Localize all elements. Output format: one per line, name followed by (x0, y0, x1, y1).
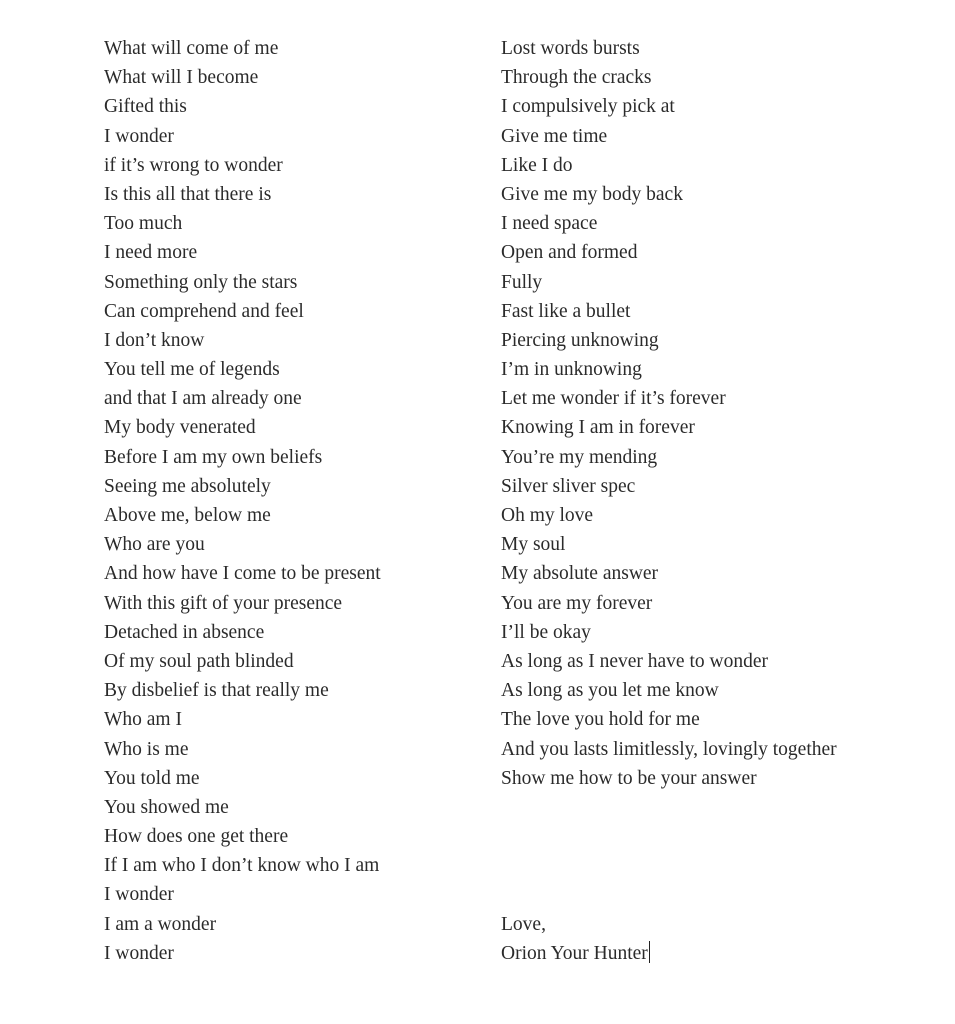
poem-line: Above me, below me (104, 505, 271, 526)
poem-line: and that I am already one (104, 388, 302, 410)
poem-line: I’ll be okay (501, 621, 591, 643)
poem-line: The love you hold for me (501, 709, 700, 731)
poem-line: And how have I come to be present (104, 563, 381, 585)
poem-line: I am a wonder (104, 913, 217, 935)
closing-line: Love, (501, 914, 546, 935)
poem-line: Gifted this (104, 96, 187, 118)
poem-line: My absolute answer (501, 563, 659, 585)
poem-line: I’m in unknowing (501, 359, 642, 381)
poem-line: Who are you (104, 534, 205, 556)
poem-line: Fast like a bullet (501, 300, 631, 322)
poem-line: I wonder (104, 942, 174, 964)
poem-left-column (104, 34, 484, 968)
poem-line: You tell me of legends (104, 359, 280, 381)
poem-line: Seeing me absolutely (104, 475, 271, 497)
poem-line: You are my forever (501, 592, 653, 614)
text-cursor (649, 941, 651, 963)
poem-line: By disbelief is that really me (104, 680, 329, 702)
poem-line: Too much (104, 213, 183, 235)
poem-line: Open and formed (501, 242, 638, 264)
poem-line: Is this all that there is (104, 183, 272, 205)
poem-line: Give me time (501, 125, 608, 147)
poem-line: As long as I never have to wonder (501, 650, 768, 672)
poem-line: As long as you let me know (501, 680, 719, 702)
signature-line[interactable] (501, 939, 650, 968)
poem-line: I need more (104, 242, 198, 264)
poem-line: Let me wonder if it’s forever (501, 388, 726, 410)
poem-line: Piercing unknowing (501, 329, 659, 351)
poem-line: You showed me (104, 796, 229, 818)
poem-line: With this gift of your presence (104, 592, 343, 614)
poem-line: You’re my mending (501, 446, 658, 468)
poem-line: My soul (501, 534, 566, 556)
poem-line: Who is me (104, 738, 189, 760)
poem-right-column (501, 34, 941, 793)
poem-line: What will come of me (104, 38, 279, 59)
poem-line: I don’t know (104, 329, 205, 351)
poem-line: Before I am my own beliefs (104, 446, 323, 468)
poem-line: Lost words bursts (501, 38, 640, 59)
poem-line: And you lasts limitlessly, lovingly together (501, 738, 837, 760)
poem-line: You told me (104, 767, 200, 789)
poem-line: Oh my love (501, 505, 594, 526)
poem-line: I wonder (104, 125, 174, 147)
poem-line: Can comprehend and feel (104, 300, 304, 322)
poem-line: Show me how to be your answer (501, 767, 757, 789)
poem-line: If I am who I don’t know who I am (104, 855, 380, 877)
poem-line: Silver sliver spec (501, 475, 636, 497)
poem-line: What will I become (104, 67, 259, 89)
poem-line: Like I do (501, 154, 573, 176)
poem-line: Knowing I am in forever (501, 417, 695, 439)
poem-line: Of my soul path blinded (104, 650, 294, 672)
poem-line: Fully (501, 271, 543, 293)
poem-line: How does one get there (104, 826, 289, 848)
poem-line: Detached in absence (104, 621, 265, 643)
signoff-block[interactable] (501, 910, 650, 968)
poem-line: Something only the stars (104, 271, 298, 293)
poem-line: My body venerated (104, 417, 256, 439)
poem-line: I compulsively pick at (501, 96, 675, 118)
poem-line: I need space (501, 213, 598, 235)
poem-line: if it’s wrong to wonder (104, 154, 283, 176)
poem-line: Who am I (104, 709, 182, 731)
poem-line: Through the cracks (501, 67, 652, 89)
poem-line: I wonder (104, 884, 174, 906)
signature-text: Orion Your Hunter (501, 943, 648, 965)
poem-line: Give me my body back (501, 183, 683, 205)
